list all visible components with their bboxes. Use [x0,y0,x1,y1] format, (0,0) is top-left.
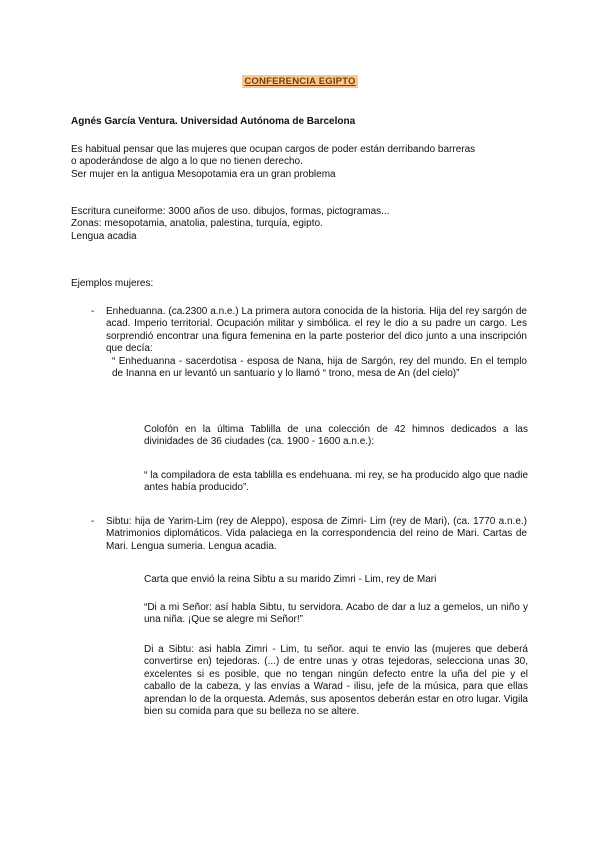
item-text: Sibtu: hija de Yarim-Lim (rey de Aleppo), esposa de Zimri- Lim (rey de Mari), (ca. 1770 a.n.e.) Matrimonios diplomáticos. Vida palaciega en la correspondencia del reino de Mari. Cartas de Mari. Lengua sumeria. Lengua acadia. [106,516,527,552]
list-item-body [106,516,527,553]
document-title: CONFERENCIA EGIPTO [244,76,356,87]
title-container [0,71,600,89]
sub-paragraph: “Di a mi Señor: así habla Sibtu, tu servidora. Acabo de dar a luz a gemelos, un niño y una niña. ¡Que se alegre mi Señor!” [144,602,528,626]
intro-line: Es habitual pensar que las mujeres que ocupan cargos de poder están derribando barreras [71,144,476,155]
sub-paragraph: “ la compiladora de esta tablilla es endehuana. mi rey, se ha producido algo que nadie antes había producido”. [144,470,528,494]
list-item-body [106,306,527,380]
examples-heading: Ejemplos mujeres: [71,278,154,289]
author-line: Agnés García Ventura. Universidad Autónoma de Barcelona [71,116,356,127]
fact-line: Escritura cuneiforme: 3000 años de uso. dibujos, formas, pictogramas... [71,206,390,217]
item-text: Enheduanna. (ca.2300 a.n.e.) La primera autora conocida de la historia. Hija del rey sargón de acad. Imperio territorial. Ocupación militar y simbólica. el rey le dio a su padre un cargo. Les sorprendió encontrar una figura femenina en la parte posterior del dico junto a una inscripción que decía: [106,306,527,355]
facts-paragraph [71,206,531,243]
intro-paragraph [71,144,531,181]
sub-paragraph: Di a Sibtu: asi habla Zimri - Lim, tu señor. aqui te envio las (mujeres que deberá convertirse en) tejedoras. (...) de entre unas y otras tejedoras, selecciona unas 30, excelentes si es posible, que no tengan ningún defecto entre la uña del pie y el caballo de la cabeza, y las envías a Warad - ilisu, jefe de la música, para que ellas aprendan lo de la orquesta. Además, sus aposentos deberán estar en otro lugar. Vigila bien su comida para que su belleza no se altere. [144,644,528,718]
fact-line: Lengua acadia [71,230,137,242]
intro-line: Ser mujer en la antigua Mesopotamia era un gran problema [71,168,336,180]
item-quote: “ Enheduanna - sacerdotisa - esposa de Nana, hija de Sargón, rey del mundo. En el templo de Inanna en ur levantó un santuario y lo llamó “ trono, mesa de An (del cielo)” [112,355,527,380]
list-bullet: - [91,306,95,317]
sub-paragraph: Colofón en la última Tablilla de una colección de 42 himnos dedicados a las divinidades de 36 ciudades (ca. 1900 - 1600 a.n.e.): [144,424,528,448]
sub-paragraph: Carta que envió la reina Sibtu a su marido Zimri - Lim, rey de Mari [144,574,437,585]
fact-line: Zonas: mesopotamia, anatolia, palestina, turquía, egipto. [71,218,323,230]
list-bullet: - [91,516,95,527]
intro-line: o apoderándose de algo a lo que no tienen derecho. [71,156,303,168]
